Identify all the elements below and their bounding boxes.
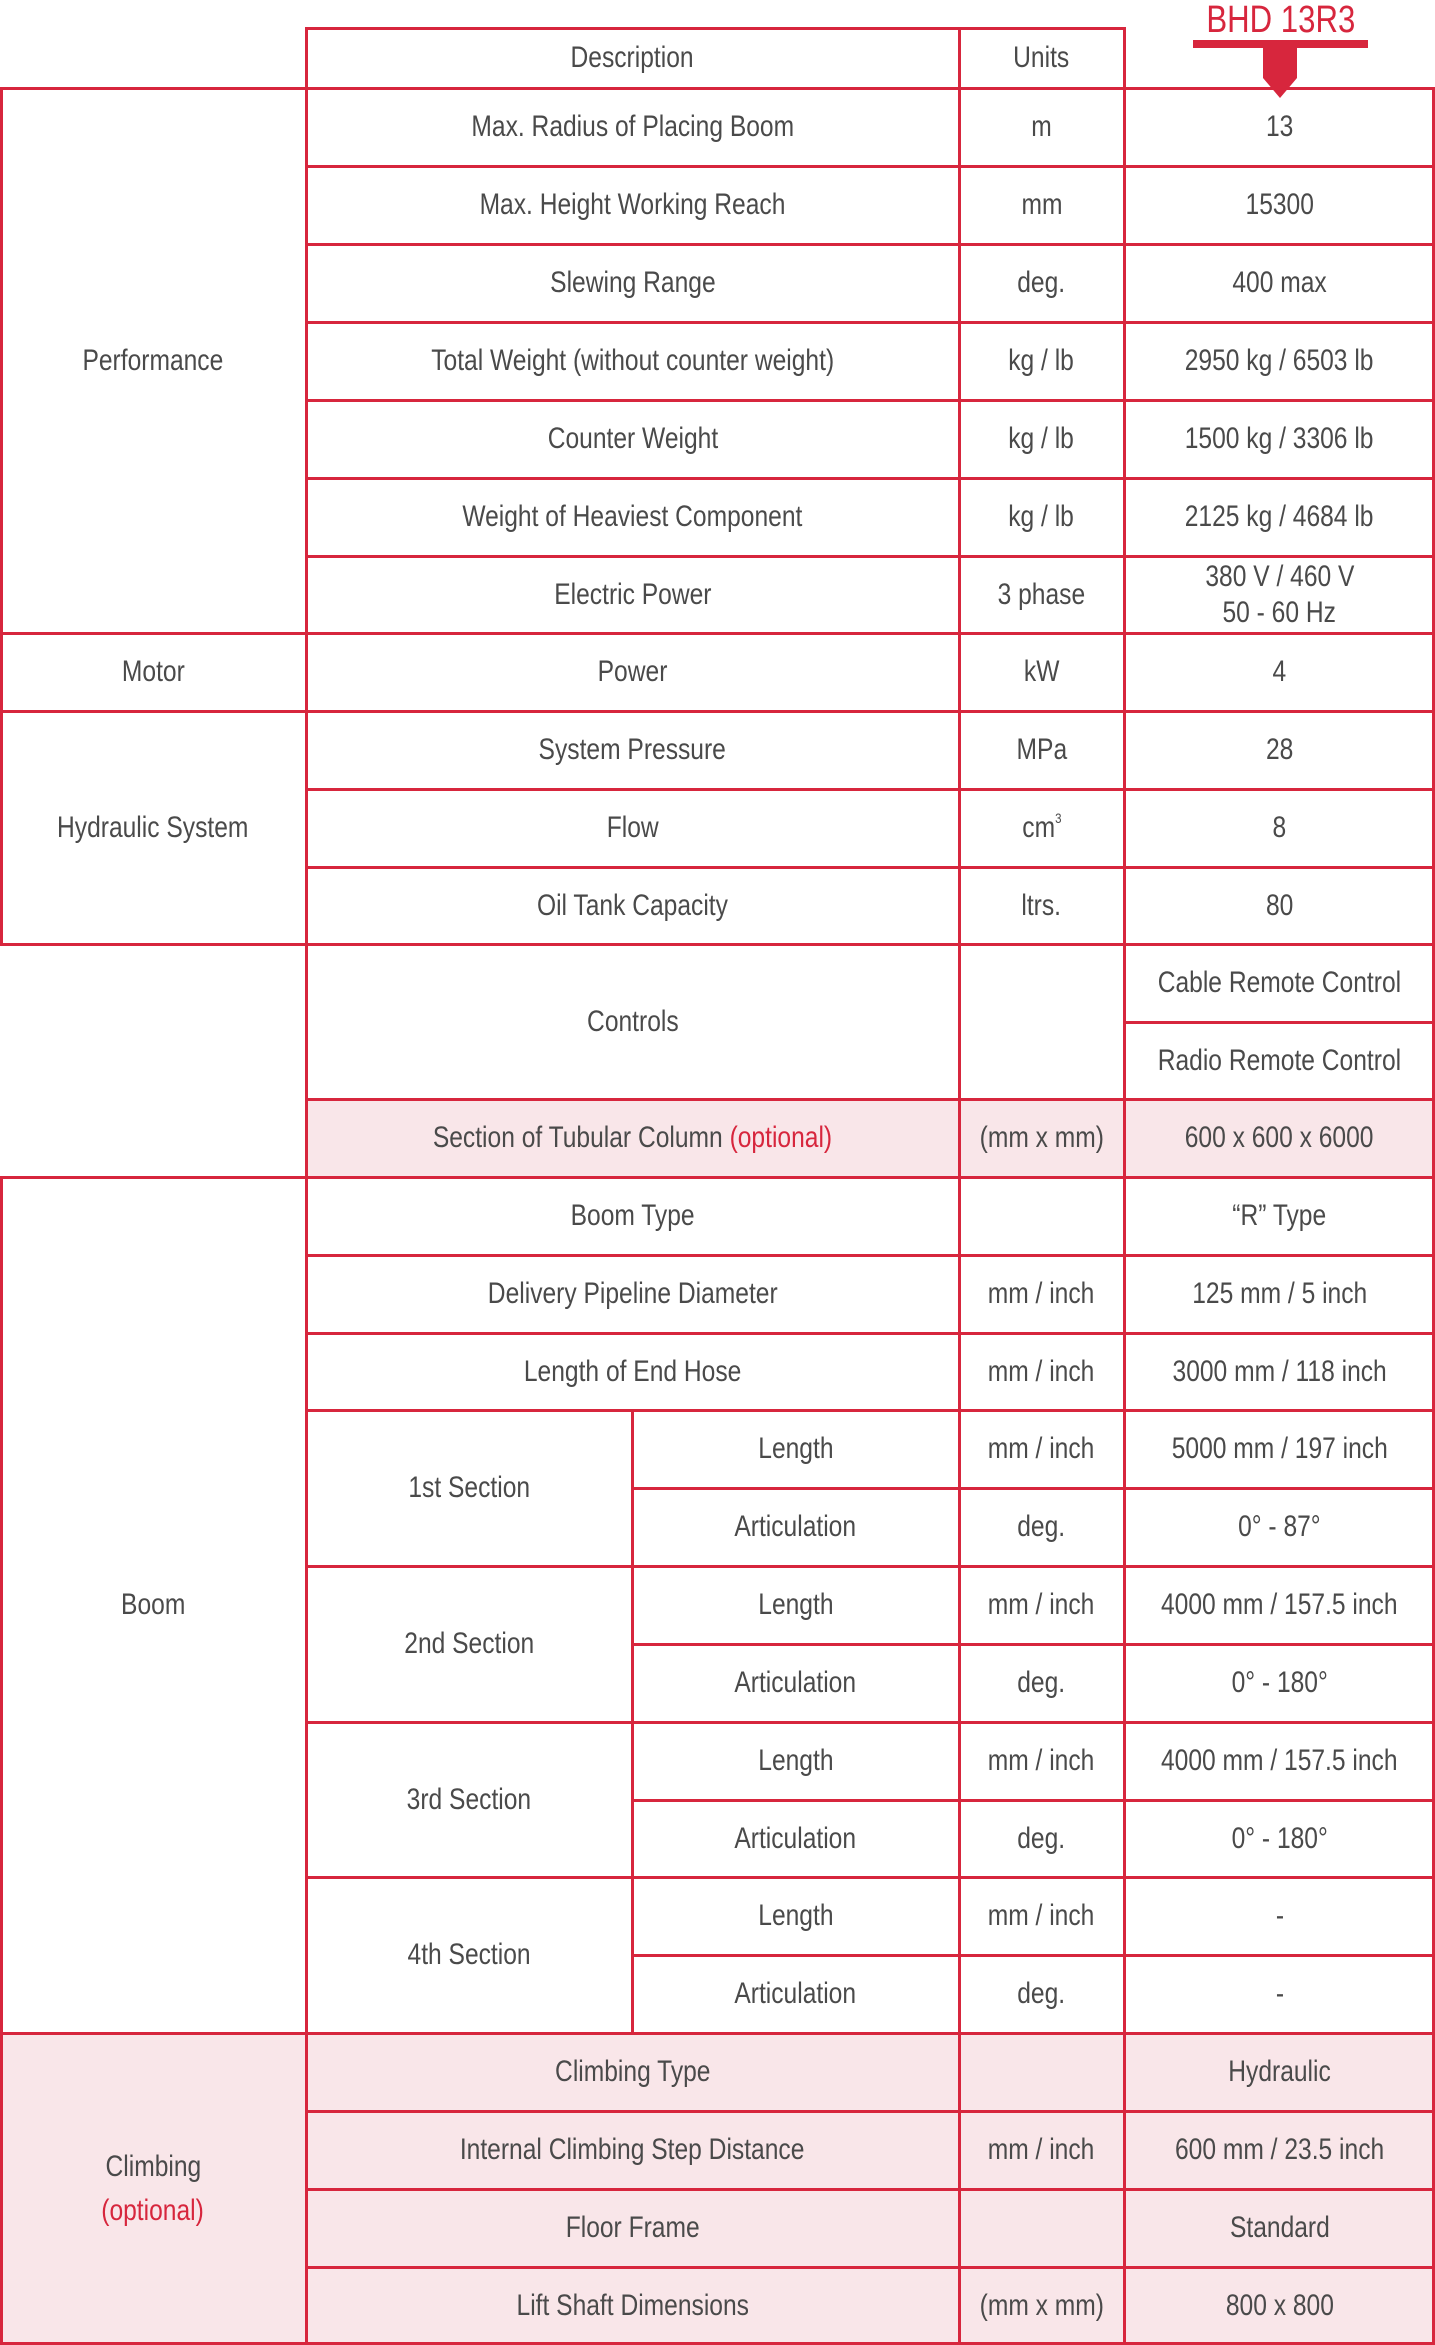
section-articulation-value: 0° - 180° <box>1231 1821 1328 1855</box>
row-units: mm / inch <box>988 1277 1095 1310</box>
section-length-label: Length <box>757 1432 834 1465</box>
section-articulation-units: deg. <box>1017 1666 1066 1699</box>
grid-line <box>632 1643 1435 1646</box>
grid-line <box>0 1176 3 2345</box>
units-superscript: 3 <box>1054 810 1062 826</box>
row-value: Standard <box>1229 2211 1330 2244</box>
grid-line <box>1124 1021 1435 1024</box>
section-articulation-value: 0° - 180° <box>1231 1666 1328 1699</box>
row-units: m <box>1031 110 1052 143</box>
grid-line <box>0 2032 1435 2035</box>
grid-line <box>305 1876 1435 1879</box>
grid-line <box>305 1409 1435 1412</box>
section-articulation-label: Articulation <box>734 1510 857 1543</box>
section-articulation-units: deg. <box>1017 1510 1066 1543</box>
grid-line <box>632 1799 1435 1802</box>
row-units: kg / lb <box>1008 500 1075 533</box>
row-description: Length of End Hose <box>523 1354 742 1388</box>
row-value: 4 <box>1272 655 1287 688</box>
section-length-units: mm / inch <box>988 1744 1095 1777</box>
model-name: BHD 13R3 <box>1206 0 1355 41</box>
row-description: Delivery Pipeline Diameter <box>487 1277 778 1310</box>
row-description: Internal Climbing Step Distance <box>460 2133 805 2166</box>
row-value: 400 max <box>1232 266 1327 299</box>
header-units: Units <box>1013 41 1070 74</box>
section-length-value: 4000 mm / 157.5 inch <box>1161 1744 1398 1777</box>
row-units: mm / inch <box>988 2133 1095 2166</box>
group-motor: Motor <box>121 655 185 688</box>
row-description: Climbing Type <box>554 2055 711 2088</box>
row-description: Section of Tubular Column (optional) <box>432 1121 833 1154</box>
row-value: 28 <box>1265 733 1294 766</box>
row-description: Power <box>597 655 668 688</box>
row-units <box>959 2189 1124 2267</box>
row-units: kg / lb <box>1008 344 1075 377</box>
row-units <box>959 2033 1124 2111</box>
row-description: Electric Power <box>553 577 712 611</box>
section-length-units: mm / inch <box>988 1588 1095 1621</box>
grid-line <box>305 1332 1435 1335</box>
row-value: 13 <box>1265 110 1294 143</box>
row-units: deg. <box>1017 266 1066 299</box>
row-units: 3 phase <box>997 577 1086 611</box>
grid-line <box>305 1565 1435 1568</box>
grid-line <box>632 1487 1435 1490</box>
row-units: ltrs. <box>1021 888 1062 922</box>
grid-line <box>305 1254 1435 1257</box>
row-value: Radio Remote Control <box>1157 1043 1402 1077</box>
grid-line <box>631 1409 634 2033</box>
grid-line <box>958 27 961 2345</box>
row-value: 1500 kg / 3306 lb <box>1185 422 1374 455</box>
row-value: 15300 <box>1245 188 1314 221</box>
header-description: Description <box>570 41 695 74</box>
section-articulation-value: - <box>1275 1977 1284 2010</box>
group-boom: Boom <box>120 1588 186 1621</box>
row-units: (mm x mm) <box>979 1121 1104 1154</box>
section-length-value: 5000 mm / 197 inch <box>1171 1432 1388 1465</box>
row-description: Oil Tank Capacity <box>537 888 728 922</box>
section-articulation-label: Articulation <box>734 1821 857 1855</box>
grid-line <box>305 788 1435 791</box>
row-units <box>959 1177 1124 1255</box>
row-value: 80 <box>1265 888 1294 922</box>
grid-line <box>632 1954 1435 1957</box>
row-value: 800 x 800 <box>1225 2289 1334 2322</box>
optional-label: (optional) <box>729 1121 833 1154</box>
row-units: kg / lb <box>1008 422 1075 455</box>
grid-line <box>305 2110 1435 2113</box>
row-description: Weight of Heaviest Component <box>462 500 803 533</box>
section-articulation-label: Articulation <box>734 1977 857 2010</box>
row-description: Controls <box>586 1004 679 1038</box>
section-name: 3rd Section <box>406 1782 532 1816</box>
row-value: 2950 kg / 6503 lb <box>1185 344 1374 377</box>
row-description: Boom Type <box>570 1199 695 1232</box>
section-length-label: Length <box>757 1899 834 1932</box>
section-articulation-value: 0° - 87° <box>1238 1510 1321 1543</box>
row-value: 2125 kg / 4684 lb <box>1185 500 1374 533</box>
section-articulation-units: deg. <box>1017 1977 1066 2010</box>
row-units: $cm^3$ <box>1021 810 1062 844</box>
section-length-label: Length <box>757 1744 834 1777</box>
row-units: kW <box>1023 655 1060 688</box>
grid-line <box>0 710 1435 713</box>
row-description: Total Weight (without counter weight) <box>431 344 834 377</box>
row-value: 600 x 600 x 6000 <box>1185 1121 1374 1154</box>
grid-line <box>305 2266 1435 2269</box>
row-value: 380 V / 460 V 50 - 60 Hz <box>1204 560 1355 629</box>
row-description: Flow <box>606 811 659 844</box>
row-description: System Pressure <box>538 733 727 766</box>
row-units: (mm x mm) <box>979 2289 1104 2322</box>
group-climbing: Climbing (optional) <box>101 2150 205 2227</box>
row-value: Cable Remote Control <box>1157 966 1402 999</box>
grid-line <box>0 632 1435 635</box>
grid-line <box>305 866 1435 869</box>
climbing-optional-label: (optional) <box>101 2194 205 2227</box>
grid-line <box>305 321 1435 324</box>
row-units <box>959 944 1124 1099</box>
section-name: 2nd Section <box>404 1627 534 1660</box>
section-name: 1st Section <box>408 1471 530 1504</box>
grid-line <box>0 1176 1435 1179</box>
row-value: 125 mm / 5 inch <box>1191 1277 1368 1310</box>
section-length-units: mm / inch <box>988 1899 1095 1932</box>
row-description: Max. Height Working Reach <box>479 188 786 221</box>
grid-line <box>305 165 1435 168</box>
row-value-line2: 50 - 60 Hz <box>1222 595 1337 629</box>
row-description: Lift Shaft Dimensions <box>516 2289 749 2322</box>
grid-line <box>0 87 3 944</box>
section-length-units: mm / inch <box>988 1432 1095 1465</box>
grid-line <box>305 2188 1435 2191</box>
group-performance: Performance <box>82 343 224 377</box>
row-value: 8 <box>1272 811 1287 844</box>
grid-line <box>0 87 1435 90</box>
section-length-value: 4000 mm / 157.5 inch <box>1161 1588 1398 1621</box>
row-description: Floor Frame <box>565 2211 700 2244</box>
row-value: Hydraulic <box>1228 2055 1331 2088</box>
row-description: Counter Weight <box>547 422 718 455</box>
grid-line <box>305 399 1435 402</box>
row-value: “R” Type <box>1232 1199 1327 1232</box>
grid-line <box>1123 27 1126 2345</box>
group-hydraulic-system: Hydraulic System <box>57 810 249 844</box>
grid-line <box>305 477 1435 480</box>
section-articulation-units: deg. <box>1017 1821 1066 1855</box>
section-length-label: Length <box>757 1588 834 1621</box>
grid-line <box>305 243 1435 246</box>
grid-line <box>305 555 1435 558</box>
row-units: mm <box>1020 188 1062 221</box>
model-marker-bar <box>1193 40 1368 48</box>
grid-line <box>0 943 1435 946</box>
row-units: mm / inch <box>988 1354 1095 1388</box>
section-length-value: - <box>1275 1899 1284 1932</box>
grid-line <box>305 27 308 2345</box>
section-name: 4th Section <box>407 1938 531 1971</box>
row-description: Max. Radius of Placing Boom <box>471 110 794 143</box>
grid-line <box>305 1721 1435 1724</box>
grid-line <box>305 27 1125 30</box>
row-units: MPa <box>1016 733 1067 766</box>
row-value: 600 mm / 23.5 inch <box>1174 2133 1385 2166</box>
model-marker-arrow-stem <box>1263 48 1297 78</box>
row-value: 3000 mm / 118 inch <box>1172 1354 1387 1388</box>
section-articulation-label: Articulation <box>734 1666 857 1699</box>
row-description: Slewing Range <box>549 266 716 299</box>
grid-line <box>305 1098 1435 1101</box>
